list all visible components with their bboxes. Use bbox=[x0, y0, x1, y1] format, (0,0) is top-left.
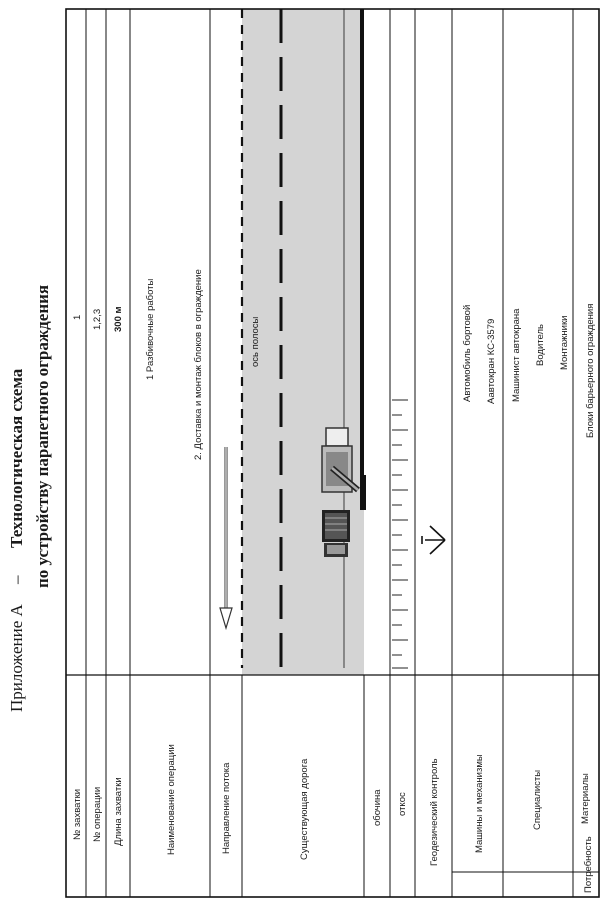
operation-2-text: 2. Доставка и монтаж блоков в ограждение bbox=[193, 269, 204, 460]
label-flow-direction: Направление потока bbox=[221, 762, 232, 854]
specialist-3-text: Монтажники bbox=[559, 315, 570, 370]
label-operation-name: Наименование операции bbox=[166, 744, 177, 855]
value-operation-no: 1,2,3 bbox=[92, 308, 103, 330]
machine-1-text: Автомобиль бортовой bbox=[462, 304, 473, 402]
tripod-instrument-icon bbox=[422, 526, 445, 554]
label-shoulder: обочина bbox=[372, 789, 383, 826]
barrier-block bbox=[360, 476, 366, 510]
label-grip-no: № захватки bbox=[72, 788, 83, 840]
row-labels bbox=[72, 744, 594, 893]
label-specialists: Специалисты bbox=[532, 769, 543, 830]
slope-hatching bbox=[392, 400, 408, 668]
appendix-label: Приложение А bbox=[7, 604, 26, 712]
material-1-text: Блоки барьерного ограждения bbox=[585, 303, 596, 438]
label-geodetic: Геодезический контроль bbox=[429, 758, 440, 866]
label-materials: Материалы bbox=[580, 773, 591, 824]
specialist-1-text: Машинист автокрана bbox=[511, 308, 522, 402]
specialist-2-text: Водитель bbox=[535, 324, 546, 366]
flatbed-truck-icon bbox=[322, 510, 350, 557]
label-grip-length: Длина захватки bbox=[113, 777, 124, 846]
appendix-dash: – bbox=[7, 575, 26, 584]
operation-1-text: 1 Разбивочные работы bbox=[145, 278, 156, 380]
document-subtitle: по устройству парапетного ограждения bbox=[33, 284, 52, 588]
lane-axis-label: ось полосы bbox=[250, 316, 261, 367]
label-needs: Потребность bbox=[583, 836, 594, 893]
label-existing-road: Существующая дорога bbox=[299, 758, 310, 860]
flow-direction-arrow bbox=[220, 447, 232, 628]
page-header bbox=[7, 285, 52, 712]
value-grip-no: 1 bbox=[72, 314, 83, 320]
machine-2-text: Аавтокран КС-3579 bbox=[486, 318, 497, 404]
value-grip-length: 300 м bbox=[113, 306, 124, 332]
label-operation-no: № операции bbox=[92, 786, 103, 842]
document-title: Технологическая схема bbox=[7, 368, 26, 548]
label-slope: откос bbox=[397, 792, 408, 816]
label-machines: Машины и механизмы bbox=[474, 754, 485, 853]
